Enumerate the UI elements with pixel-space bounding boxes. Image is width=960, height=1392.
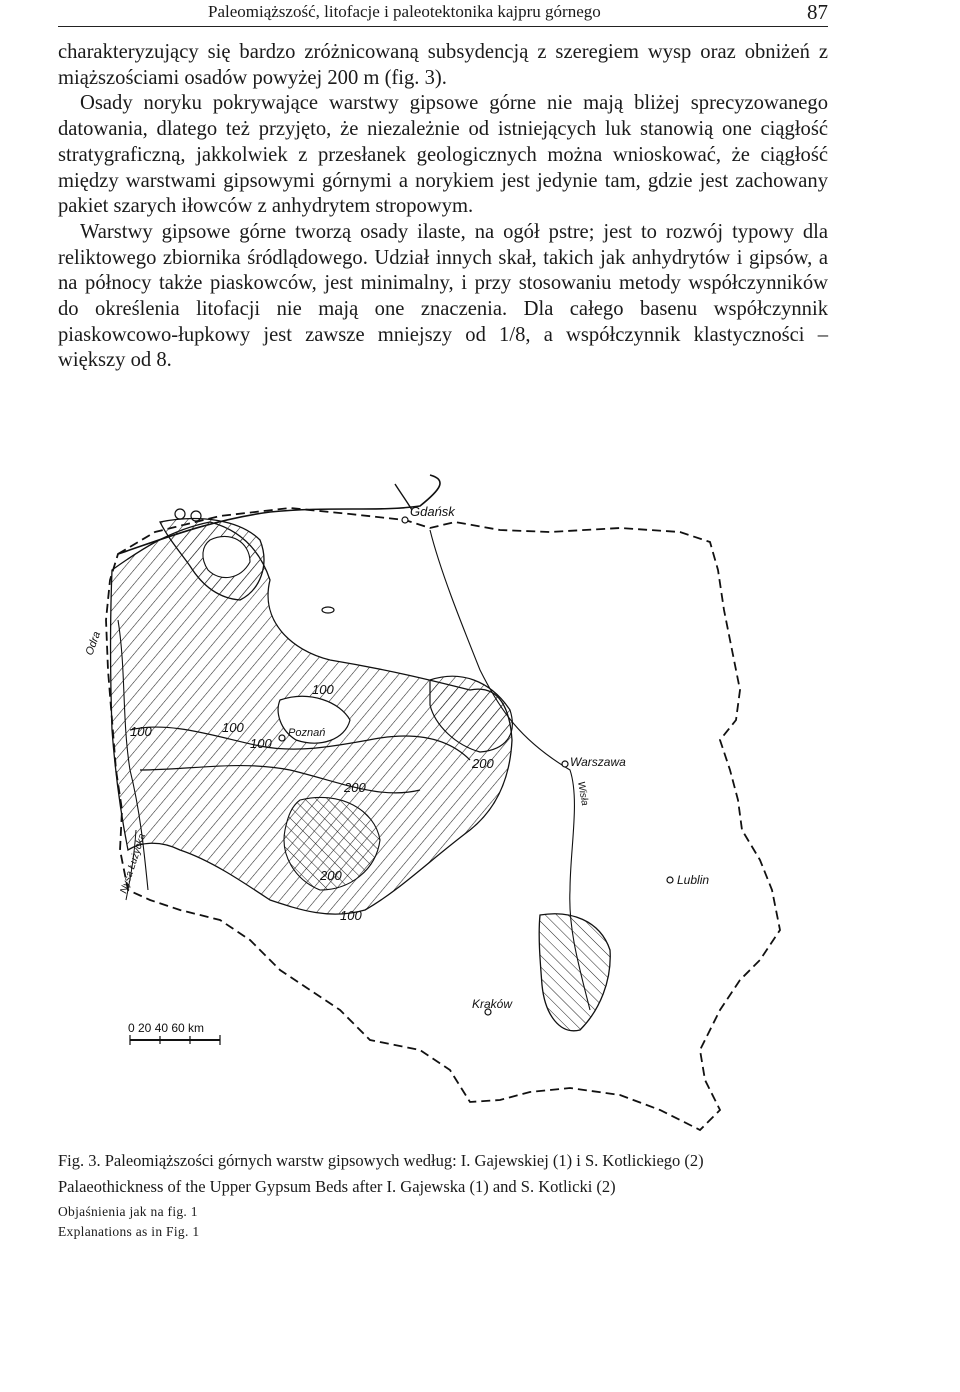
city-marker-poznan	[279, 735, 285, 741]
figure-explanation	[58, 1202, 199, 1242]
running-title: Paleomiąższość, litofacje i paleotektonika kajpru górnego	[208, 2, 601, 21]
city-marker-gdansk	[402, 517, 408, 523]
island-marker	[175, 509, 185, 519]
paleothickness-map	[83, 470, 840, 1150]
hatched-zone-south	[539, 914, 610, 1031]
city-marker-warszawa	[562, 761, 568, 767]
river-label-odra: Odra	[83, 629, 104, 658]
page-number: 87	[807, 0, 828, 24]
river-label-wisla: Wisła	[575, 780, 591, 807]
city-marker-lublin	[667, 877, 673, 883]
paragraph: Osady noryku pokrywające warstwy gipsowe górne nie mają bliżej sprecyzowanego datowania, dlatego też przyjęto, że niezależnie od istniejących luk stanowią one ciągłość stratygraficzną, jakkolwiek z przesłanek geologicznych można wnioskować, że ciągłość między warstwami gipsowymi górnymi a norykiem jest jedynie tam, gdzie jest zachowany pakiet szarych iłowców z anhydrytem stropowym.	[58, 92, 828, 218]
contour-label-100: 100	[222, 720, 244, 735]
scale-bar	[128, 1021, 220, 1045]
paragraph: Warstwy gipsowe górne tworzą osady ilaste, na ogół pstre; jest to rozwój typowy dla reliktowego zbiornika śródlądowego. Udział innych skał, takich jak anhydrytów i gipsów, a na północy także piaskowców, jest minimalny, i przy stosowaniu metody współczynników do określenia litofacji nie mają one znaczenia. Dla całego basenu współczynnik piaskowcowo-łupkowy jest zawsze mniejszy od 1/8, a współczynnik klastyczności – większy od 8.	[58, 220, 828, 372]
city-label-krakow: Kraków	[472, 997, 513, 1011]
caption-polish: Fig. 3. Paleomiąższości górnych warstw gipsowych według: I. Gajewskiej (1) i S. Kotlickiego (2)	[58, 1151, 704, 1170]
city-label-gdansk: Gdańsk	[410, 504, 455, 519]
contour-label-200: 200	[320, 868, 342, 883]
river-label-nysa: Nysa Łużycka	[118, 832, 149, 895]
island-marker	[322, 607, 334, 613]
contour-label-100: 100	[250, 736, 272, 751]
contour-label-200: 200	[344, 780, 366, 795]
city-label-poznan: Poznań	[288, 727, 326, 739]
city-label-warszawa: Warszawa	[570, 755, 626, 769]
paragraph: charakteryzujący się bardzo zróżnicowaną subsydencją z szeregiem wysp oraz obniżeń z miąższościami osadów powyżej 200 m (fig. 3).	[58, 41, 828, 89]
scale-bar-label: 0 20 40 60 km	[128, 1021, 205, 1035]
contour-label-200: 200	[472, 756, 494, 771]
map-figure	[83, 470, 840, 1150]
running-header	[58, 0, 828, 27]
contour-label-100: 100	[130, 724, 152, 739]
contour-label-100: 100	[340, 908, 362, 923]
explanation-polish: Objaśnienia jak na fig. 1	[58, 1204, 198, 1219]
explanation-english: Explanations as in Fig. 1	[58, 1224, 200, 1239]
body-text	[58, 40, 828, 374]
caption-english: Palaeothickness of the Upper Gypsum Beds after I. Gajewska (1) and S. Kotlicki (2)	[58, 1177, 616, 1196]
city-label-lublin: Lublin	[677, 873, 710, 887]
contour-label-100: 100	[312, 682, 334, 697]
figure-caption	[58, 1148, 828, 1200]
